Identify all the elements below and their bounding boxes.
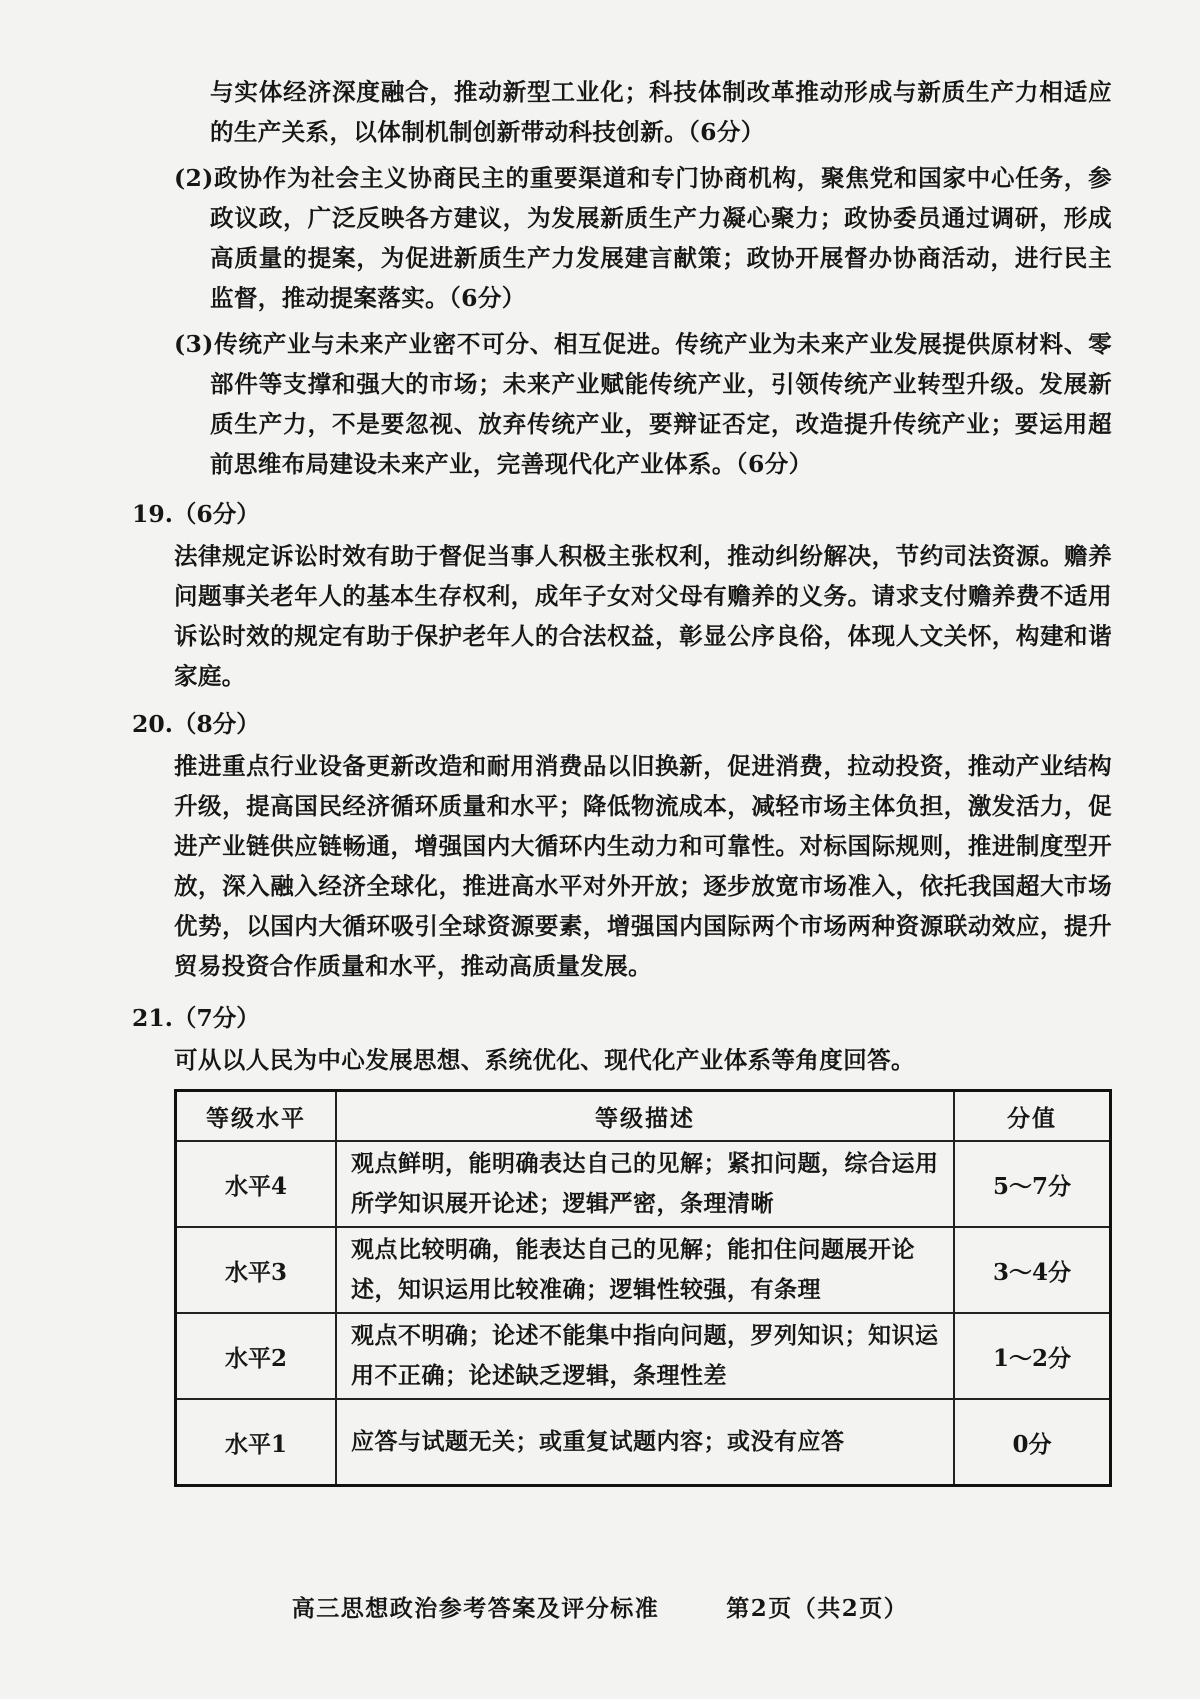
- q19-body: 法律规定诉讼时效有助于督促当事人积极主张权利，推动纠纷解决，节约司法资源。赡养问题事关老年人的基本生存权利，成年子女对父母有赡养的义务。请求支付赡养费不适用诉讼时效的规定有助于保护老年人的合法权益，彰显公序良俗，体现人文关怀，构建和谐家庭。: [174, 542, 1112, 690]
- q18-part3: (3)传统产业与未来产业密不可分、相互促进。传统产业为未来产业发展提供原材料、零部件等支撑和强大的市场；未来产业赋能传统产业，引领传统产业转型升级。发展新质生产力，不是要忽视、放弃传统产业，要辩证否定，改造提升传统产业；要运用超前思维布局建设未来产业，完善现代化产业体系。（6分）: [174, 330, 1112, 478]
- page-footer: [0, 1590, 1200, 1623]
- q20-heading: 20.（8分）: [132, 710, 260, 738]
- description-cell: 观点比较明确，能表达自己的见解；能扣住问题展开论述，知识运用比较准确；逻辑性较强，有条理: [336, 1227, 954, 1313]
- footer-title: 高三思想政治参考答案及评分标准: [291, 1595, 660, 1622]
- q20-body: 推进重点行业设备更新改造和耐用消费品以旧换新，促进消费，拉动投资，推动产业结构升级，提高国民经济循环质量和水平；降低物流成本，减轻市场主体负担，激发活力，促进产业链供应链畅通，增强国内大循环内生动力和可靠性。对标国际规则，推进制度型开放，深入融入经济全球化，推进高水平对外开放；逐步放宽市场准入，依托我国超大市场优势，以国内大循环吸引全球资源要素，增强国内国际两个市场两种资源联动效应，提升贸易投资合作质量和水平，推动高质量发展。: [174, 752, 1112, 980]
- table-row: [176, 1399, 1111, 1486]
- level-cell: 水平1: [176, 1399, 337, 1486]
- table-row: [176, 1313, 1111, 1399]
- q21-heading: 21.（7分）: [132, 1004, 260, 1032]
- q21-intro: 可从以人民为中心发展思想、系统优化、现代化产业体系等角度回答。: [174, 1046, 915, 1074]
- table-row: [176, 1141, 1111, 1227]
- grading-rubric-table: [174, 1089, 1112, 1487]
- score-cell: 3～4分: [954, 1227, 1111, 1313]
- level-cell: 水平3: [176, 1227, 337, 1313]
- table-header-row: [176, 1091, 1111, 1142]
- score-cell: 5～7分: [954, 1141, 1111, 1227]
- footer-page-number: 第2页（共2页）: [726, 1595, 909, 1622]
- header-level: 等级水平: [176, 1091, 337, 1142]
- q19-heading: 19.（6分）: [132, 500, 260, 528]
- q18-part1-continued: 与实体经济深度融合，推动新型工业化；科技体制改革推动形成与新质生产力相适应的生产关系，以体制机制创新带动科技创新。（6分）: [210, 78, 1112, 146]
- header-description: 等级描述: [336, 1091, 954, 1142]
- score-cell: 0分: [954, 1399, 1111, 1486]
- table-row: [176, 1227, 1111, 1313]
- description-cell: 观点不明确；论述不能集中指向问题，罗列知识；知识运用不正确；论述缺乏逻辑，条理性差: [336, 1313, 954, 1399]
- header-score: 分值: [954, 1091, 1111, 1142]
- q18-part2: (2)政协作为社会主义协商民主的重要渠道和专门协商机构，聚焦党和国家中心任务，参政议政，广泛反映各方建议，为发展新质生产力凝心聚力；政协委员通过调研，形成高质量的提案，为促进新质生产力发展建言献策；政协开展督办协商活动，进行民主监督，推动提案落实。（6分）: [174, 164, 1112, 312]
- level-cell: 水平4: [176, 1141, 337, 1227]
- level-cell: 水平2: [176, 1313, 337, 1399]
- description-cell: 观点鲜明，能明确表达自己的见解；紧扣问题，综合运用所学知识展开论述；逻辑严密，条理清晰: [336, 1141, 954, 1227]
- description-cell: 应答与试题无关；或重复试题内容；或没有应答: [336, 1399, 954, 1486]
- score-cell: 1～2分: [954, 1313, 1111, 1399]
